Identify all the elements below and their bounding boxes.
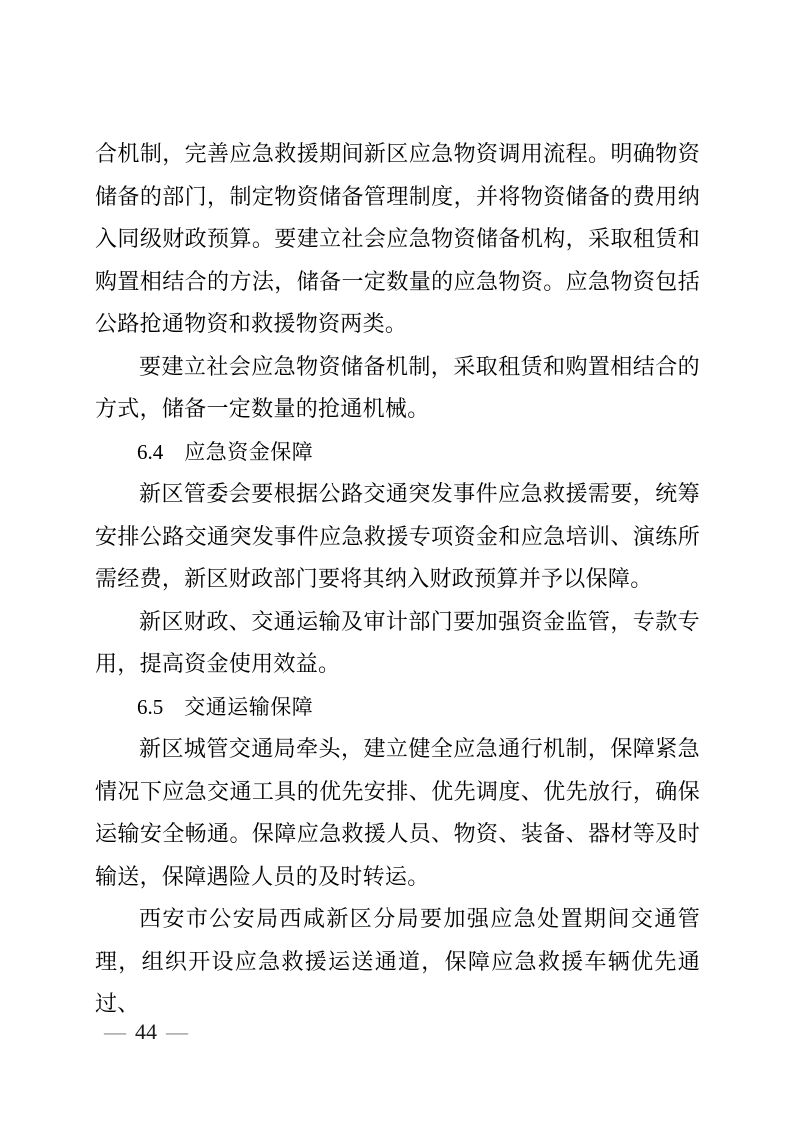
page-footer [104, 1018, 188, 1046]
section-title: 应急资金保障 [184, 439, 314, 464]
paragraph: 西安市公安局西咸新区分局要加强应急处置期间交通管理，组织开设应急救援运送通道，保障应急救援车辆优先通过、 [95, 906, 700, 1016]
footer-dash-right: — [166, 1019, 188, 1044]
section-title: 交通运输保障 [184, 694, 314, 719]
section-heading [95, 431, 700, 474]
paragraph: 新区城管交通局牵头，建立健全应急通行机制，保障紧急情况下应急交通工具的优先安排、优先调度、优先放行，确保运输安全畅通。保障应急救援人员、物资、装备、器材等及时输送，保障遇险人员的及时转运。 [95, 736, 700, 889]
paragraph: 新区管委会要根据公路交通突发事件应急救援需要，统筹安排公路交通突发事件应急救援专项资金和应急培训、演练所需经费，新区财政部门要将其纳入财政预算并予以保障。 [95, 481, 700, 591]
section-number: 6.5 [137, 694, 164, 719]
page-number: 44 [135, 1019, 157, 1044]
section-heading [95, 686, 700, 729]
paragraph: 合机制，完善应急救援期间新区应急物资调用流程。明确物资储备的部门，制定物资储备管理制度，并将物资储备的费用纳入同级财政预算。要建立社会应急物资储备机构，采取租赁和购置相结合的方法，储备一定数量的应急物资。应急物资包括公路抢通物资和救援物资两类。 [95, 141, 700, 336]
paragraph: 新区财政、交通运输及审计部门要加强资金监管，专款专用，提高资金使用效益。 [95, 608, 700, 676]
section-number: 6.4 [137, 439, 164, 464]
document-body [95, 133, 700, 1026]
paragraph: 要建立社会应急物资储备机制，采取租赁和购置相结合的方式，储备一定数量的抢通机械。 [95, 353, 700, 421]
footer-dash-left: — [104, 1019, 126, 1044]
